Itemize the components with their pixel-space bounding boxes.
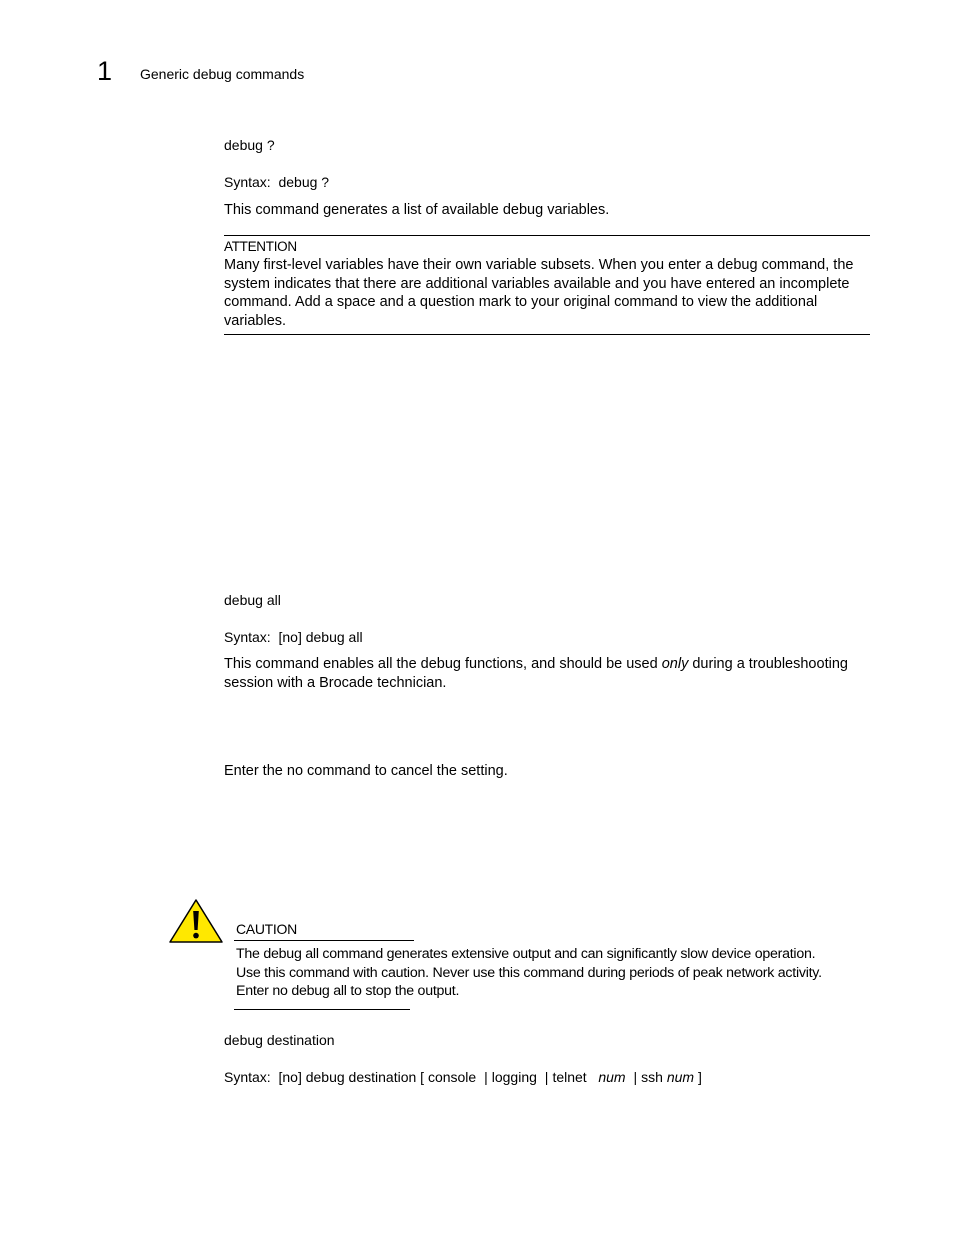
caution-line: The debug all command generates extensive output and can significantly slow device operation.: [236, 946, 816, 962]
caution-top-rule: [234, 940, 414, 941]
description-part: This command enables all the debug functions, and should be used: [224, 656, 662, 672]
syntax-option-ssh: ssh: [641, 1069, 663, 1085]
no-command-note: [224, 762, 508, 781]
syntax-debug-destination: [224, 1068, 702, 1086]
caution-bottom-rule: [234, 1009, 410, 1010]
syntax-debug-help: [224, 173, 329, 191]
syntax-command: debug destination: [305, 1069, 417, 1085]
syntax-label: Syntax:: [224, 1069, 271, 1085]
syntax-option-bracket-open: [: [420, 1069, 425, 1085]
attention-body: Many first-level variables have their own variable subsets. When you enter a debug command, the system indicates that there are additional variables available and you have entered an incomplete command. Add a space and a question mark to your original command to view the additional variables.: [224, 257, 854, 329]
syntax-label: Syntax:: [224, 174, 271, 190]
caution-line: Use this command with caution. Never use this command during periods of peak network activity.: [236, 964, 822, 981]
syntax-bracket-close: ]: [297, 629, 302, 645]
attention-top-rule: [224, 235, 870, 236]
description-part: during a troubleshooting session with a Brocade technician.: [224, 656, 848, 691]
description-debug-help: This command generates a list of available debug variables.: [224, 202, 610, 218]
syntax-param-num: num: [666, 1069, 695, 1085]
syntax-bracket-close: ]: [297, 1069, 302, 1085]
attention-label: ATTENTION: [224, 239, 297, 254]
syntax-debug-all: [224, 628, 363, 646]
heading-debug-help: debug ?: [224, 137, 275, 153]
description-debug-all: [224, 655, 870, 692]
syntax-pipe: |: [484, 1069, 488, 1085]
syntax-no-keyword: no: [282, 1069, 298, 1085]
syntax-option-bracket-close: ]: [697, 1069, 702, 1085]
syntax-option-console: console: [427, 1069, 477, 1085]
heading-debug-all: debug all: [224, 592, 281, 608]
syntax-label: Syntax:: [224, 629, 271, 645]
attention-bottom-rule: [224, 334, 870, 335]
caution-body: [236, 945, 876, 1001]
caution-label: CAUTION: [236, 921, 297, 937]
syntax-pipe: |: [544, 1069, 549, 1085]
note-part: command to cancel the setting.: [303, 763, 508, 779]
description-emphasis: only: [661, 656, 689, 672]
chapter-title: Generic debug commands: [140, 66, 305, 82]
syntax-command: debug ?: [278, 174, 330, 190]
syntax-option-telnet: telnet: [552, 1069, 587, 1085]
caution-line: Enter no debug all to stop the output.: [236, 983, 460, 1000]
chapter-number: 1: [97, 56, 113, 86]
note-keyword: no: [286, 763, 304, 779]
syntax-pipe: |: [633, 1069, 638, 1085]
caution-warning-icon: [168, 898, 224, 944]
syntax-param-num: num: [598, 1069, 626, 1085]
heading-debug-destination: debug destination: [224, 1032, 335, 1048]
syntax-bracket-open: [: [278, 1069, 283, 1085]
syntax-command: debug all: [305, 629, 363, 645]
note-part: Enter the: [224, 763, 287, 779]
syntax-option-logging: logging: [491, 1069, 537, 1085]
syntax-bracket-open: [: [278, 629, 283, 645]
syntax-no-keyword: no: [282, 629, 298, 645]
